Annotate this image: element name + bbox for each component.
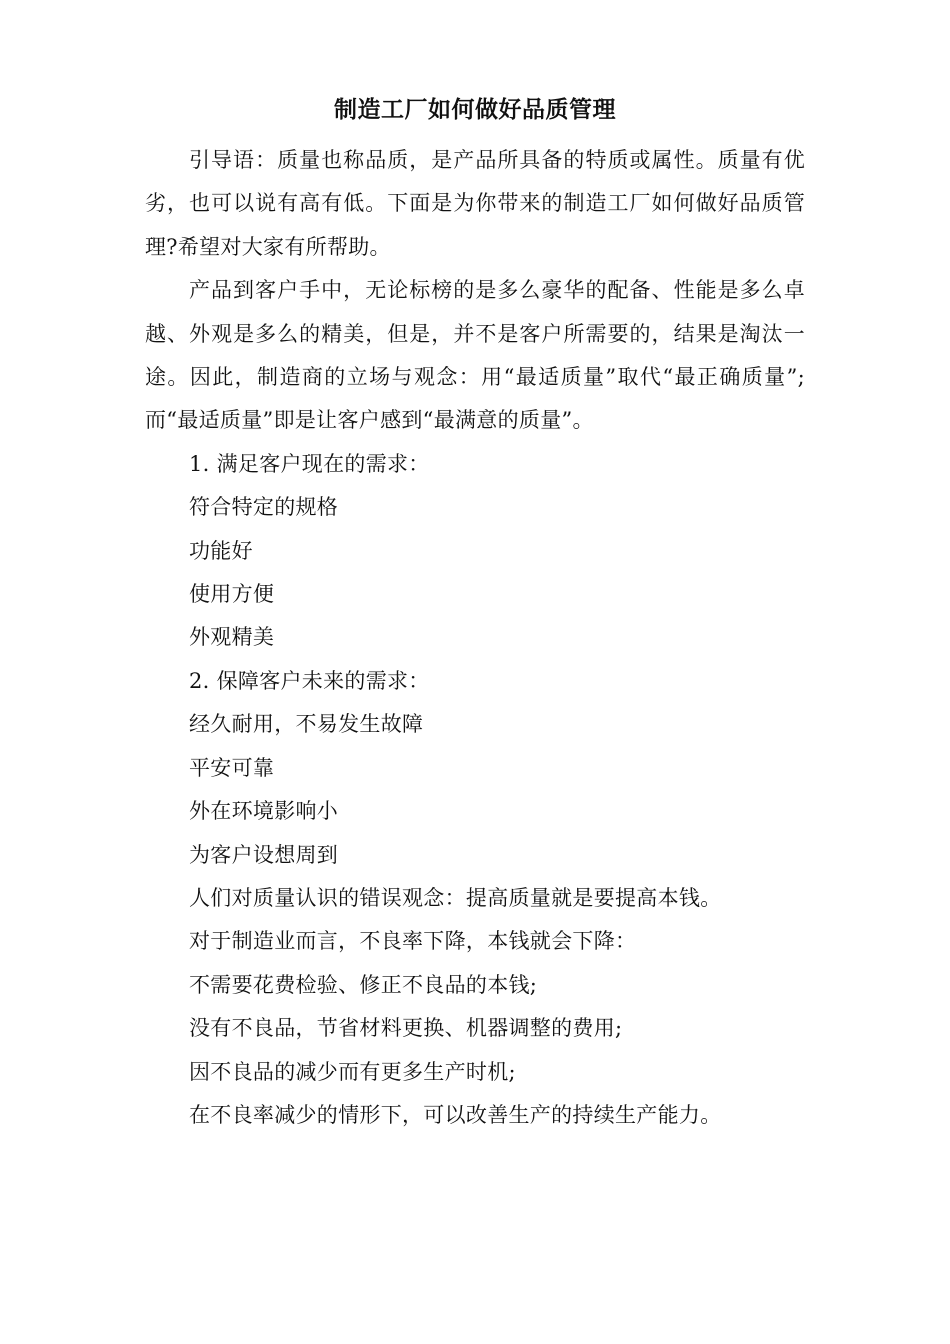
list-item: 经久耐用，不易发生故障 bbox=[189, 712, 424, 737]
list-item: 符合特定的规格 bbox=[189, 495, 339, 520]
intro-paragraph: 引导语：质量也称品质，是产品所具备的特质或属性。质量有优劣，也可以说有高有低。下面是为你带来的制造工厂如何做好品质管理?希望对大家有所帮助。 bbox=[145, 148, 805, 259]
document-body bbox=[145, 139, 805, 1137]
section-heading-1: 1. 满足客户现在的需求： bbox=[189, 451, 430, 476]
closing-line: 因不良品的减少而有更多生产时机; bbox=[189, 1059, 516, 1084]
list-item: 功能好 bbox=[189, 538, 253, 563]
list-item: 使用方便 bbox=[189, 582, 275, 607]
closing-line: 不需要花费检验、修正不良品的本钱; bbox=[189, 972, 538, 997]
list-item: 外在环境影响小 bbox=[189, 799, 339, 824]
list-item: 为客户设想周到 bbox=[189, 842, 339, 867]
body-paragraph: 产品到客户手中，无论标榜的是多么豪华的配备、性能是多么卓越、外观是多么的精美，但是，并不是客户所需要的，结果是淘汰一途。因此，制造商的立场与观念：用“最适质量”取代“最正确质量”;而“最适质量”即是让客户感到“最满意的质量”。 bbox=[145, 278, 805, 433]
closing-line: 没有不良品，节省材料更换、机器调整的费用; bbox=[189, 1016, 623, 1041]
document-title: 制造工厂如何做好品质管理 bbox=[334, 96, 616, 123]
section-heading-2: 2. 保障客户未来的需求： bbox=[189, 668, 430, 693]
list-item: 平安可靠 bbox=[189, 755, 275, 780]
closing-line: 人们对质量认识的错误观念：提高质量就是要提高本钱。 bbox=[189, 885, 722, 910]
closing-line: 对于制造业而言，不良率下降，本钱就会下降： bbox=[189, 929, 637, 954]
closing-line: 在不良率减少的情形下，可以改善生产的持续生产能力。 bbox=[189, 1102, 722, 1127]
list-item: 外观精美 bbox=[189, 625, 275, 650]
